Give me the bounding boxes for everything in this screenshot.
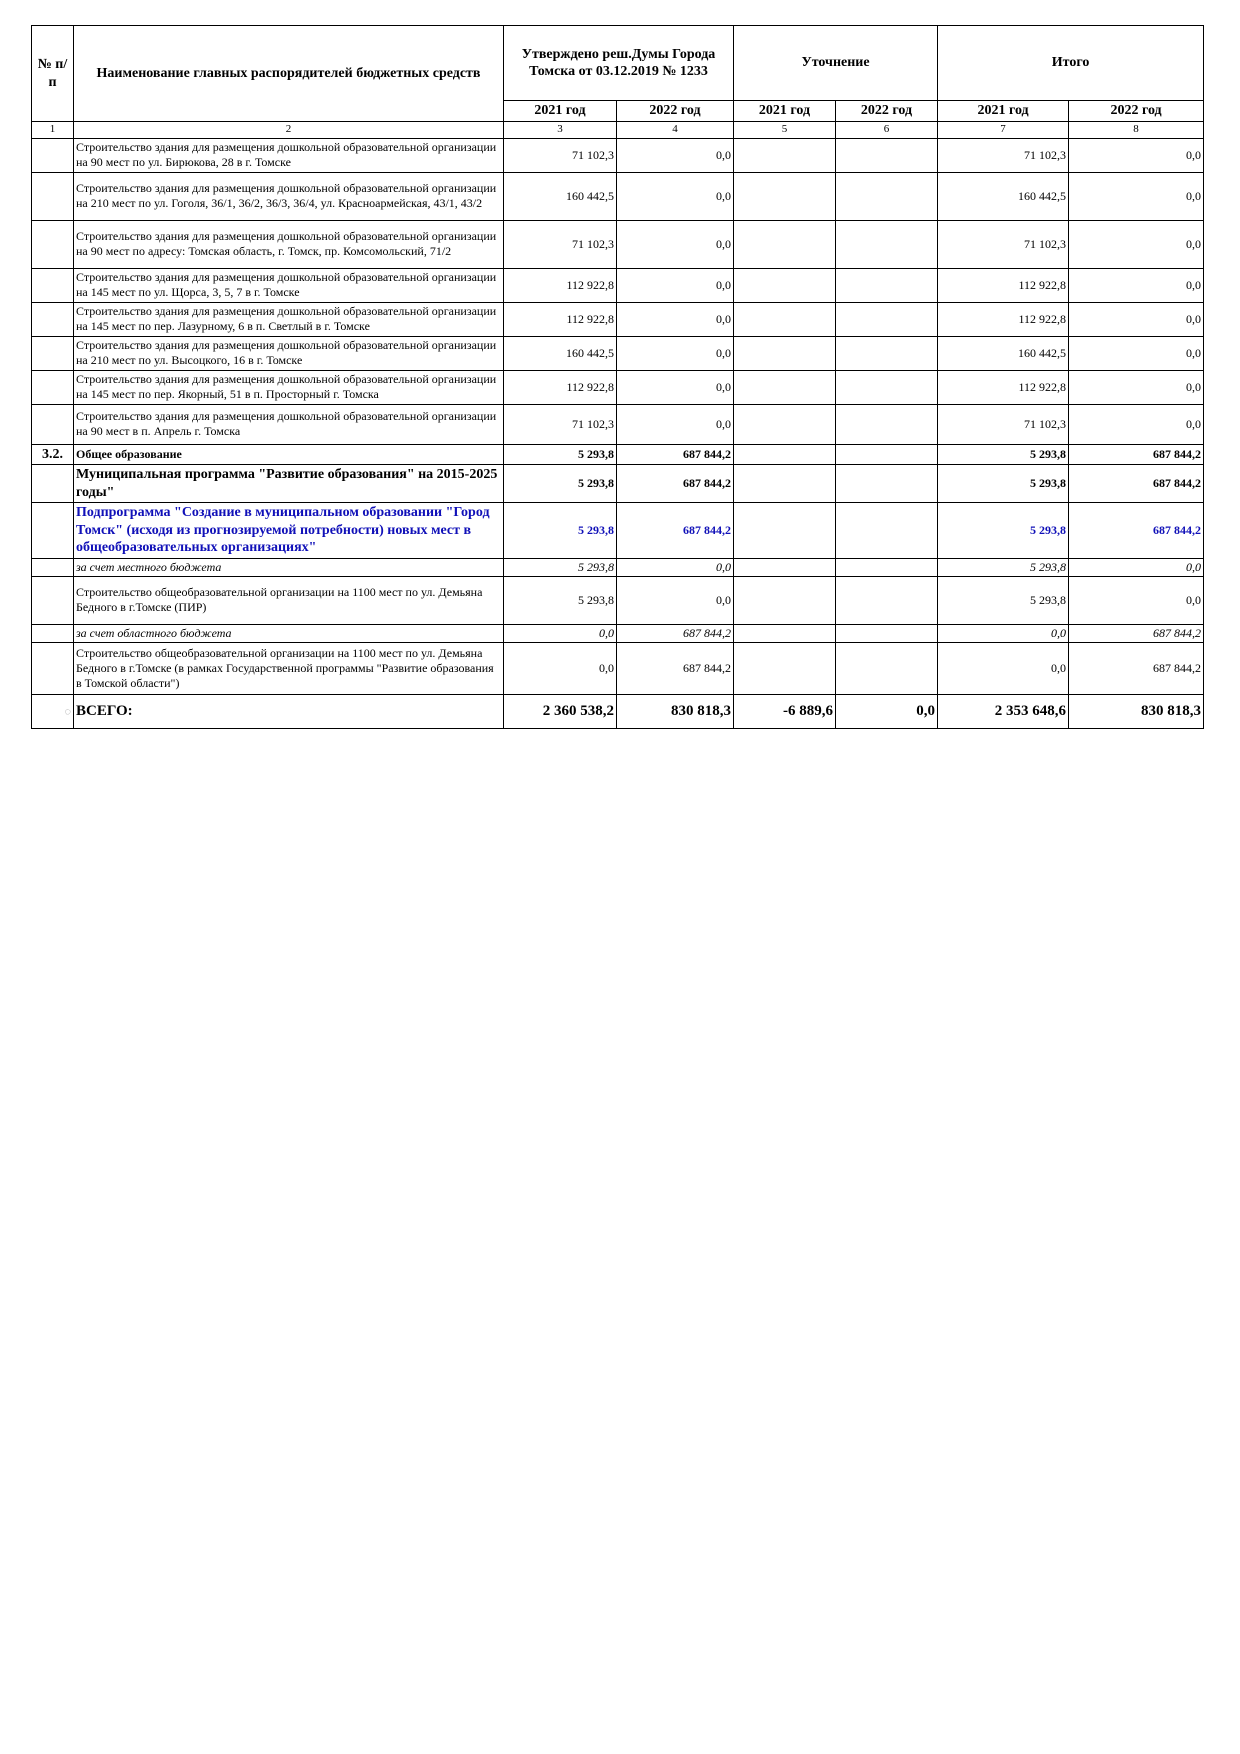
total-row	[32, 694, 1204, 728]
value-cell	[836, 576, 938, 624]
header-year: 2022 год	[1069, 101, 1204, 122]
row-index	[32, 465, 74, 503]
row-index	[32, 503, 74, 559]
row-index	[32, 370, 74, 404]
value-cell	[734, 370, 836, 404]
value-cell: 687 844,2	[1069, 642, 1204, 694]
header-col-name: Наименование главных распорядителей бюджетных средств	[74, 26, 504, 122]
value-cell: 687 844,2	[617, 624, 734, 642]
table-row	[32, 172, 1204, 220]
value-cell	[734, 220, 836, 268]
column-number: 7	[938, 122, 1069, 139]
row-name: Строительство общеобразовательной организации на 1100 мест по ул. Демьяна Бедного в г.Томске (в рамках Государственной программы "Развитие образования в Томской области")	[74, 642, 504, 694]
table-row	[32, 268, 1204, 302]
table-row	[32, 220, 1204, 268]
value-cell: 5 293,8	[938, 558, 1069, 576]
total-cell: 2 353 648,6	[938, 694, 1069, 728]
value-cell	[836, 172, 938, 220]
table-row	[32, 642, 1204, 694]
total-cell: 2 360 538,2	[504, 694, 617, 728]
value-cell	[836, 268, 938, 302]
row-name: Подпрограмма "Создание в муниципальном образовании "Город Томск" (исходя из прогнозируемой потребности) новых мест в общеобразовательных организациях"	[74, 503, 504, 559]
value-cell	[836, 465, 938, 503]
total-cell: 0,0	[836, 694, 938, 728]
value-cell: 5 293,8	[504, 576, 617, 624]
value-cell: 5 293,8	[938, 465, 1069, 503]
value-cell: 5 293,8	[938, 576, 1069, 624]
value-cell	[836, 370, 938, 404]
row-name: Строительство здания для размещения дошкольной образовательной организации на 210 мест по ул. Высоцкого, 16 в г. Томске	[74, 336, 504, 370]
row-name: за счет областного бюджета	[74, 624, 504, 642]
column-number: 8	[1069, 122, 1204, 139]
row-index	[32, 220, 74, 268]
value-cell	[836, 220, 938, 268]
budget-table	[31, 25, 1204, 729]
value-cell: 0,0	[617, 220, 734, 268]
value-cell: 687 844,2	[617, 642, 734, 694]
row-index	[32, 336, 74, 370]
value-cell: 687 844,2	[1069, 444, 1204, 465]
value-cell: 71 102,3	[938, 220, 1069, 268]
table-row	[32, 503, 1204, 559]
table-row	[32, 576, 1204, 624]
table-row	[32, 404, 1204, 444]
value-cell: 0,0	[617, 268, 734, 302]
column-number: 3	[504, 122, 617, 139]
value-cell: 0,0	[617, 576, 734, 624]
total-cell: 830 818,3	[1069, 694, 1204, 728]
value-cell: 112 922,8	[504, 370, 617, 404]
value-cell: 71 102,3	[938, 404, 1069, 444]
row-index	[32, 138, 74, 172]
column-number: 1	[32, 122, 74, 139]
value-cell: 0,0	[1069, 220, 1204, 268]
column-number: 4	[617, 122, 734, 139]
table-row	[32, 336, 1204, 370]
value-cell: 5 293,8	[504, 465, 617, 503]
value-cell: 112 922,8	[938, 370, 1069, 404]
row-index	[32, 404, 74, 444]
table-row	[32, 558, 1204, 576]
value-cell	[836, 336, 938, 370]
value-cell: 0,0	[504, 642, 617, 694]
header-year: 2021 год	[938, 101, 1069, 122]
value-cell: 687 844,2	[617, 465, 734, 503]
row-index: 3.2.	[32, 444, 74, 465]
row-index	[32, 558, 74, 576]
row-index	[32, 624, 74, 642]
value-cell: 0,0	[1069, 404, 1204, 444]
value-cell: 687 844,2	[617, 503, 734, 559]
row-name: Строительство здания для размещения дошкольной образовательной организации на 90 мест по адресу: Томская область, г. Томск, пр. Комсомольский, 71/2	[74, 220, 504, 268]
value-cell: 5 293,8	[504, 503, 617, 559]
value-cell	[734, 642, 836, 694]
total-cell: 830 818,3	[617, 694, 734, 728]
table-row	[32, 138, 1204, 172]
total-marker: ◌	[64, 705, 71, 718]
value-cell	[836, 503, 938, 559]
total-label: ВСЕГО:	[74, 694, 504, 728]
value-cell	[734, 576, 836, 624]
row-name: Строительство здания для размещения дошкольной образовательной организации на 145 мест по ул. Щорса, 3, 5, 7 в г. Томске	[74, 268, 504, 302]
row-name: Строительство здания для размещения дошкольной образовательной организации на 145 мест по пер. Якорный, 51 в п. Просторный г. Томска	[74, 370, 504, 404]
row-name: Строительство здания для размещения дошкольной образовательной организации на 145 мест по пер. Лазурному, 6 в п. Светлый в г. Томске	[74, 302, 504, 336]
value-cell: 0,0	[1069, 138, 1204, 172]
value-cell: 71 102,3	[504, 404, 617, 444]
value-cell: 5 293,8	[938, 503, 1069, 559]
value-cell: 112 922,8	[504, 268, 617, 302]
value-cell	[836, 558, 938, 576]
column-number: 6	[836, 122, 938, 139]
value-cell: 71 102,3	[504, 138, 617, 172]
value-cell: 160 442,5	[504, 336, 617, 370]
value-cell: 687 844,2	[1069, 465, 1204, 503]
header-year: 2021 год	[734, 101, 836, 122]
value-cell	[836, 642, 938, 694]
table-row	[32, 465, 1204, 503]
value-cell: 112 922,8	[504, 302, 617, 336]
table-row	[32, 302, 1204, 336]
value-cell: 5 293,8	[504, 444, 617, 465]
value-cell	[734, 336, 836, 370]
value-cell	[734, 172, 836, 220]
header-year: 2022 год	[836, 101, 938, 122]
value-cell	[836, 404, 938, 444]
value-cell: 5 293,8	[938, 444, 1069, 465]
value-cell	[836, 138, 938, 172]
row-name: Муниципальная программа "Развитие образования" на 2015-2025 годы"	[74, 465, 504, 503]
value-cell: 5 293,8	[504, 558, 617, 576]
table-row	[32, 624, 1204, 642]
row-index	[32, 172, 74, 220]
row-name: Строительство здания для размещения дошкольной образовательной организации на 90 мест в п. Апрель г. Томска	[74, 404, 504, 444]
value-cell: 71 102,3	[504, 220, 617, 268]
value-cell: 0,0	[1069, 268, 1204, 302]
row-index	[32, 302, 74, 336]
row-index	[32, 268, 74, 302]
total-cell: -6 889,6	[734, 694, 836, 728]
value-cell: 0,0	[938, 642, 1069, 694]
value-cell	[734, 268, 836, 302]
value-cell: 71 102,3	[938, 138, 1069, 172]
header-col-total: Итого	[938, 26, 1204, 101]
value-cell	[734, 465, 836, 503]
row-index	[32, 576, 74, 624]
value-cell	[734, 558, 836, 576]
value-cell: 0,0	[1069, 370, 1204, 404]
value-cell: 112 922,8	[938, 268, 1069, 302]
value-cell: 0,0	[617, 172, 734, 220]
value-cell: 0,0	[1069, 302, 1204, 336]
value-cell: 0,0	[938, 624, 1069, 642]
column-number: 5	[734, 122, 836, 139]
value-cell: 0,0	[617, 302, 734, 336]
value-cell: 160 442,5	[938, 172, 1069, 220]
value-cell: 0,0	[504, 624, 617, 642]
header-year: 2022 год	[617, 101, 734, 122]
table-row	[32, 444, 1204, 465]
header-year: 2021 год	[504, 101, 617, 122]
value-cell	[734, 624, 836, 642]
row-name: Строительство здания для размещения дошкольной образовательной организации на 90 мест по ул. Бирюкова, 28 в г. Томске	[74, 138, 504, 172]
value-cell: 0,0	[617, 336, 734, 370]
row-name: за счет местного бюджета	[74, 558, 504, 576]
value-cell: 0,0	[1069, 576, 1204, 624]
value-cell: 0,0	[617, 370, 734, 404]
value-cell	[836, 444, 938, 465]
header-col-clarification: Уточнение	[734, 26, 938, 101]
value-cell: 160 442,5	[504, 172, 617, 220]
row-name: Строительство общеобразовательной организации на 1100 мест по ул. Демьяна Бедного в г.Томске (ПИР)	[74, 576, 504, 624]
table-row	[32, 370, 1204, 404]
value-cell	[734, 503, 836, 559]
value-cell: 687 844,2	[617, 444, 734, 465]
row-name: Строительство здания для размещения дошкольной образовательной организации на 210 мест по ул. Гоголя, 36/1, 36/2, 36/3, 36/4, ул. Красноармейская, 43/1, 43/2	[74, 172, 504, 220]
value-cell: 0,0	[617, 558, 734, 576]
value-cell	[734, 444, 836, 465]
value-cell	[836, 302, 938, 336]
column-number: 2	[74, 122, 504, 139]
value-cell: 687 844,2	[1069, 624, 1204, 642]
header-col-num: № п/п	[32, 26, 74, 122]
value-cell: 160 442,5	[938, 336, 1069, 370]
value-cell	[836, 624, 938, 642]
value-cell: 0,0	[617, 404, 734, 444]
value-cell: 0,0	[1069, 558, 1204, 576]
value-cell	[734, 302, 836, 336]
value-cell: 0,0	[1069, 336, 1204, 370]
header-col-approved: Утверждено реш.Думы Города Томска от 03.12.2019 № 1233	[504, 26, 734, 101]
value-cell	[734, 404, 836, 444]
value-cell: 0,0	[1069, 172, 1204, 220]
value-cell: 112 922,8	[938, 302, 1069, 336]
row-name: Общее образование	[74, 444, 504, 465]
value-cell: 687 844,2	[1069, 503, 1204, 559]
value-cell: 0,0	[617, 138, 734, 172]
row-index	[32, 642, 74, 694]
value-cell	[734, 138, 836, 172]
